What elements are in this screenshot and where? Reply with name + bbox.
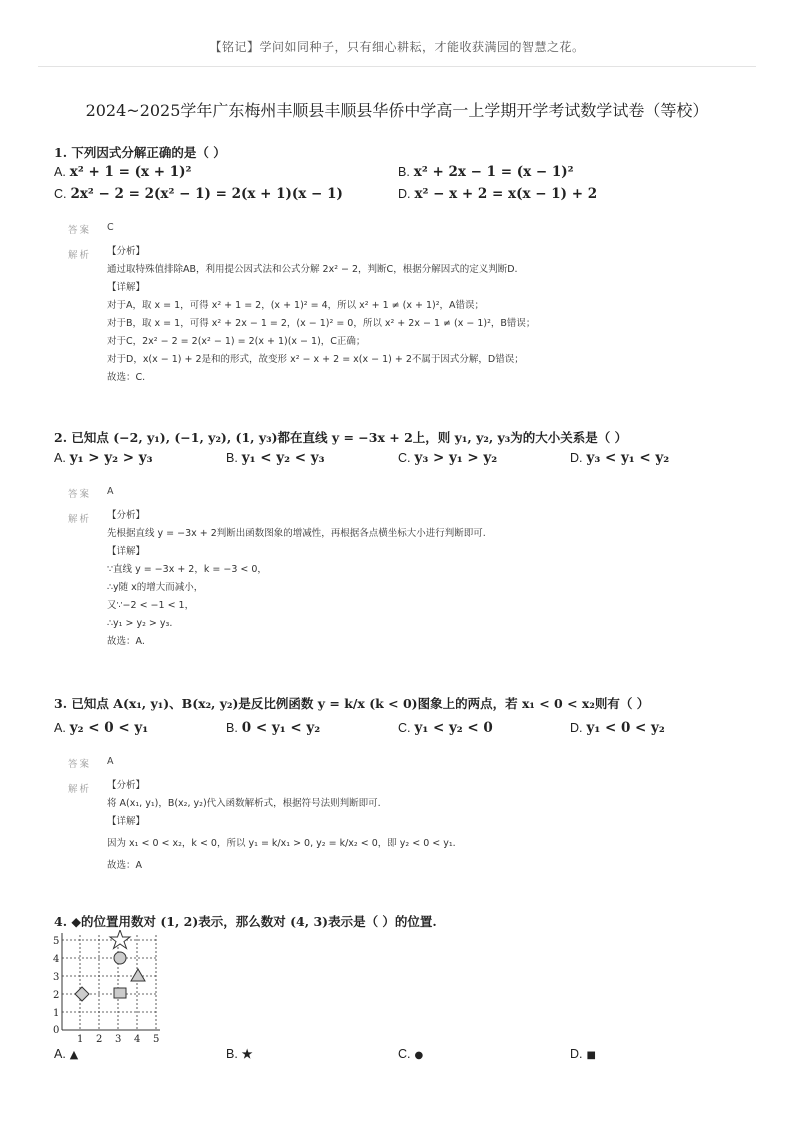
question-3-stem: 3. 已知点 A(x₁, y₁)、B(x₂, y₂)是反比例函数 y = k/x (k < 0)图象上的两点，若 x₁ < 0 < x₂则有（ ） bbox=[54, 696, 650, 711]
star-icon bbox=[110, 930, 130, 949]
question-2-stem: 2. 已知点 (−2, y₁), (−1, y₂), (1, y₃)都在直线 y = −3x + 2上，则 y₁, y₂, y₃为的大小关系是（ ） bbox=[54, 430, 628, 445]
option-label: C. bbox=[54, 187, 67, 201]
q3-option-a[interactable] bbox=[54, 720, 148, 736]
square-icon bbox=[114, 988, 126, 998]
analysis-line: ∴y随 x的增大而减小， bbox=[107, 582, 204, 593]
page-title: 2024~2025学年广东梅州丰顺县丰顺县华侨中学高一上学期开学考试数学试卷（等校） bbox=[85, 101, 709, 120]
q1-option-b[interactable] bbox=[398, 164, 574, 180]
analysis-line: 【分析】 bbox=[107, 510, 146, 521]
analysis-line: 故选：A. bbox=[107, 636, 145, 647]
q4-option-b[interactable] bbox=[226, 1046, 253, 1061]
coordinate-grid bbox=[52, 930, 172, 1046]
y-tick: 1 bbox=[53, 1008, 60, 1019]
analysis-line: 对于C，2x² − 2 = 2(x² − 1) = 2(x + 1)(x − 1)，C正确； bbox=[107, 336, 366, 347]
q4-option-c[interactable] bbox=[398, 1046, 423, 1061]
analysis-line: 【分析】 bbox=[107, 780, 146, 791]
analysis-line: 故选：C. bbox=[107, 372, 146, 383]
analysis-line: 【详解】 bbox=[107, 282, 146, 293]
q4-option-a[interactable] bbox=[54, 1046, 78, 1061]
q1-analysis bbox=[107, 243, 747, 387]
analysis-line: ∴y₁ > y₂ > y₃. bbox=[107, 618, 173, 629]
option-label: B. bbox=[226, 451, 238, 465]
motto: 【铭记】学问如同种子，只有细心耕耘，才能收获满园的智慧之花。 bbox=[209, 40, 585, 54]
q3-answer-value: A bbox=[107, 756, 114, 767]
q1-answer-value: C bbox=[107, 222, 114, 233]
q2-option-d[interactable] bbox=[570, 450, 669, 466]
q2-option-a[interactable] bbox=[54, 450, 153, 466]
q1-option-c[interactable] bbox=[54, 186, 343, 202]
analysis-line: 对于B，取 x = 1，可得 x² + 2x − 1 = 2，(x − 1)² = 0，所以 x² + 2x − 1 ≠ (x − 1)²，B错误； bbox=[107, 318, 536, 329]
option-label: D. bbox=[570, 451, 583, 465]
q3-analysis-tag: 解析 bbox=[68, 784, 92, 795]
q3-option-b[interactable] bbox=[226, 720, 320, 736]
option-text: y₃ < y₁ < y₂ bbox=[586, 450, 670, 466]
q2-analysis bbox=[107, 507, 747, 651]
option-text: y₃ > y₁ > y₂ bbox=[414, 450, 498, 466]
y-tick: 4 bbox=[53, 954, 60, 965]
circle-icon bbox=[114, 952, 126, 964]
x-tick: 1 bbox=[77, 1034, 84, 1045]
q3-answer-tag: 答案 bbox=[68, 759, 92, 770]
option-text: y₁ > y₂ > y₃ bbox=[69, 450, 153, 466]
q2-answer-tag: 答案 bbox=[68, 489, 92, 500]
x-tick: 5 bbox=[153, 1034, 160, 1045]
analysis-line: 【详解】 bbox=[107, 546, 146, 557]
analysis-line: 将 A(x₁, y₁)，B(x₂, y₂)代入函数解析式，根据符号法则判断即可. bbox=[107, 798, 381, 809]
analysis-line: 【分析】 bbox=[107, 246, 146, 257]
option-label: A. bbox=[54, 451, 66, 465]
y-tick: 5 bbox=[53, 936, 60, 947]
q3-option-d[interactable] bbox=[570, 720, 665, 736]
option-text: x² − x + 2 = x(x − 1) + 2 bbox=[414, 186, 598, 202]
q3-option-c[interactable] bbox=[398, 720, 493, 736]
option-text: x² + 1 = (x + 1)² bbox=[69, 164, 192, 180]
q2-option-b[interactable] bbox=[226, 450, 325, 466]
diamond-icon bbox=[75, 987, 89, 1001]
star-icon: ★ bbox=[241, 1047, 253, 1061]
question-1-stem: 1. 下列因式分解正确的是（ ） bbox=[54, 145, 226, 160]
y-tick: 2 bbox=[53, 990, 60, 1001]
q1-answer-tag: 答案 bbox=[68, 225, 92, 236]
option-label: B. bbox=[226, 1047, 238, 1061]
option-text: y₂ < 0 < y₁ bbox=[69, 720, 149, 736]
q1-option-a[interactable] bbox=[54, 164, 191, 180]
square-icon: ■ bbox=[586, 1050, 596, 1061]
analysis-line: 【详解】 bbox=[107, 816, 146, 827]
analysis-line: ∵直线 y = −3x + 2，k = −3 < 0， bbox=[107, 564, 267, 575]
q3-analysis bbox=[107, 777, 747, 875]
option-text: 0 < y₁ < y₂ bbox=[241, 720, 321, 736]
option-text: y₁ < y₂ < 0 bbox=[414, 720, 493, 736]
option-text: y₁ < y₂ < y₃ bbox=[241, 450, 325, 466]
analysis-line: 通过取特殊值排除AB，利用提公因式法和公式分解 2x² − 2，判断C，根据分解因式的定义判断D. bbox=[107, 264, 518, 275]
y-tick: 3 bbox=[53, 972, 60, 983]
q1-option-d[interactable] bbox=[398, 186, 597, 202]
grid-lines bbox=[62, 935, 157, 1030]
option-text: x² + 2x − 1 = (x − 1)² bbox=[413, 164, 574, 180]
option-label: C. bbox=[398, 1047, 411, 1061]
option-label: B. bbox=[226, 721, 238, 735]
option-label: C. bbox=[398, 451, 411, 465]
question-4-stem: 4. ◆的位置用数对 (1, 2)表示，那么数对 (4, 3)表示是（ ）的位置. bbox=[54, 914, 437, 929]
analysis-line: 又∵−2 < −1 < 1， bbox=[107, 600, 195, 611]
option-label: D. bbox=[570, 721, 583, 735]
grid-svg bbox=[52, 930, 172, 1046]
x-tick: 2 bbox=[96, 1034, 103, 1045]
q2-answer-value: A bbox=[107, 486, 114, 497]
analysis-line: 因为 x₁ < 0 < x₂，k < 0，所以 y₁ = k/x₁ > 0, y₂ = k/x₂ < 0，即 y₂ < 0 < y₁. bbox=[107, 838, 456, 849]
x-tick: 3 bbox=[115, 1034, 122, 1045]
option-label: A. bbox=[54, 165, 66, 179]
analysis-line: 故选：A bbox=[107, 860, 142, 871]
q4-option-d[interactable] bbox=[570, 1046, 596, 1061]
motto-divider bbox=[38, 66, 756, 67]
option-label: B. bbox=[398, 165, 410, 179]
option-label: D. bbox=[398, 187, 411, 201]
q2-analysis-tag: 解析 bbox=[68, 514, 92, 525]
option-text: 2x² − 2 = 2(x² − 1) = 2(x + 1)(x − 1) bbox=[70, 186, 343, 202]
option-label: A. bbox=[54, 721, 66, 735]
triangle-icon bbox=[131, 969, 145, 981]
q2-option-c[interactable] bbox=[398, 450, 497, 466]
option-label: A. bbox=[54, 1047, 66, 1061]
analysis-line: 先根据直线 y = −3x + 2判断出函数图象的增减性，再根据各点横坐标大小进行判断即可. bbox=[107, 528, 486, 539]
triangle-icon: ▲ bbox=[69, 1048, 79, 1061]
analysis-line: 对于A，取 x = 1，可得 x² + 1 = 2，(x + 1)² = 4，所以 x² + 1 ≠ (x + 1)²，A错误； bbox=[107, 300, 485, 311]
x-tick: 4 bbox=[134, 1034, 141, 1045]
y-tick: 0 bbox=[53, 1025, 60, 1036]
option-text: y₁ < 0 < y₂ bbox=[586, 720, 665, 736]
analysis-line: 对于D，x(x − 1) + 2是和的形式，故变形 x² − x + 2 = x(x − 1) + 2不属于因式分解，D错误； bbox=[107, 354, 524, 365]
option-label: D. bbox=[570, 1047, 583, 1061]
circle-icon: ● bbox=[414, 1050, 424, 1061]
option-label: C. bbox=[398, 721, 411, 735]
q1-analysis-tag: 解析 bbox=[68, 250, 92, 261]
